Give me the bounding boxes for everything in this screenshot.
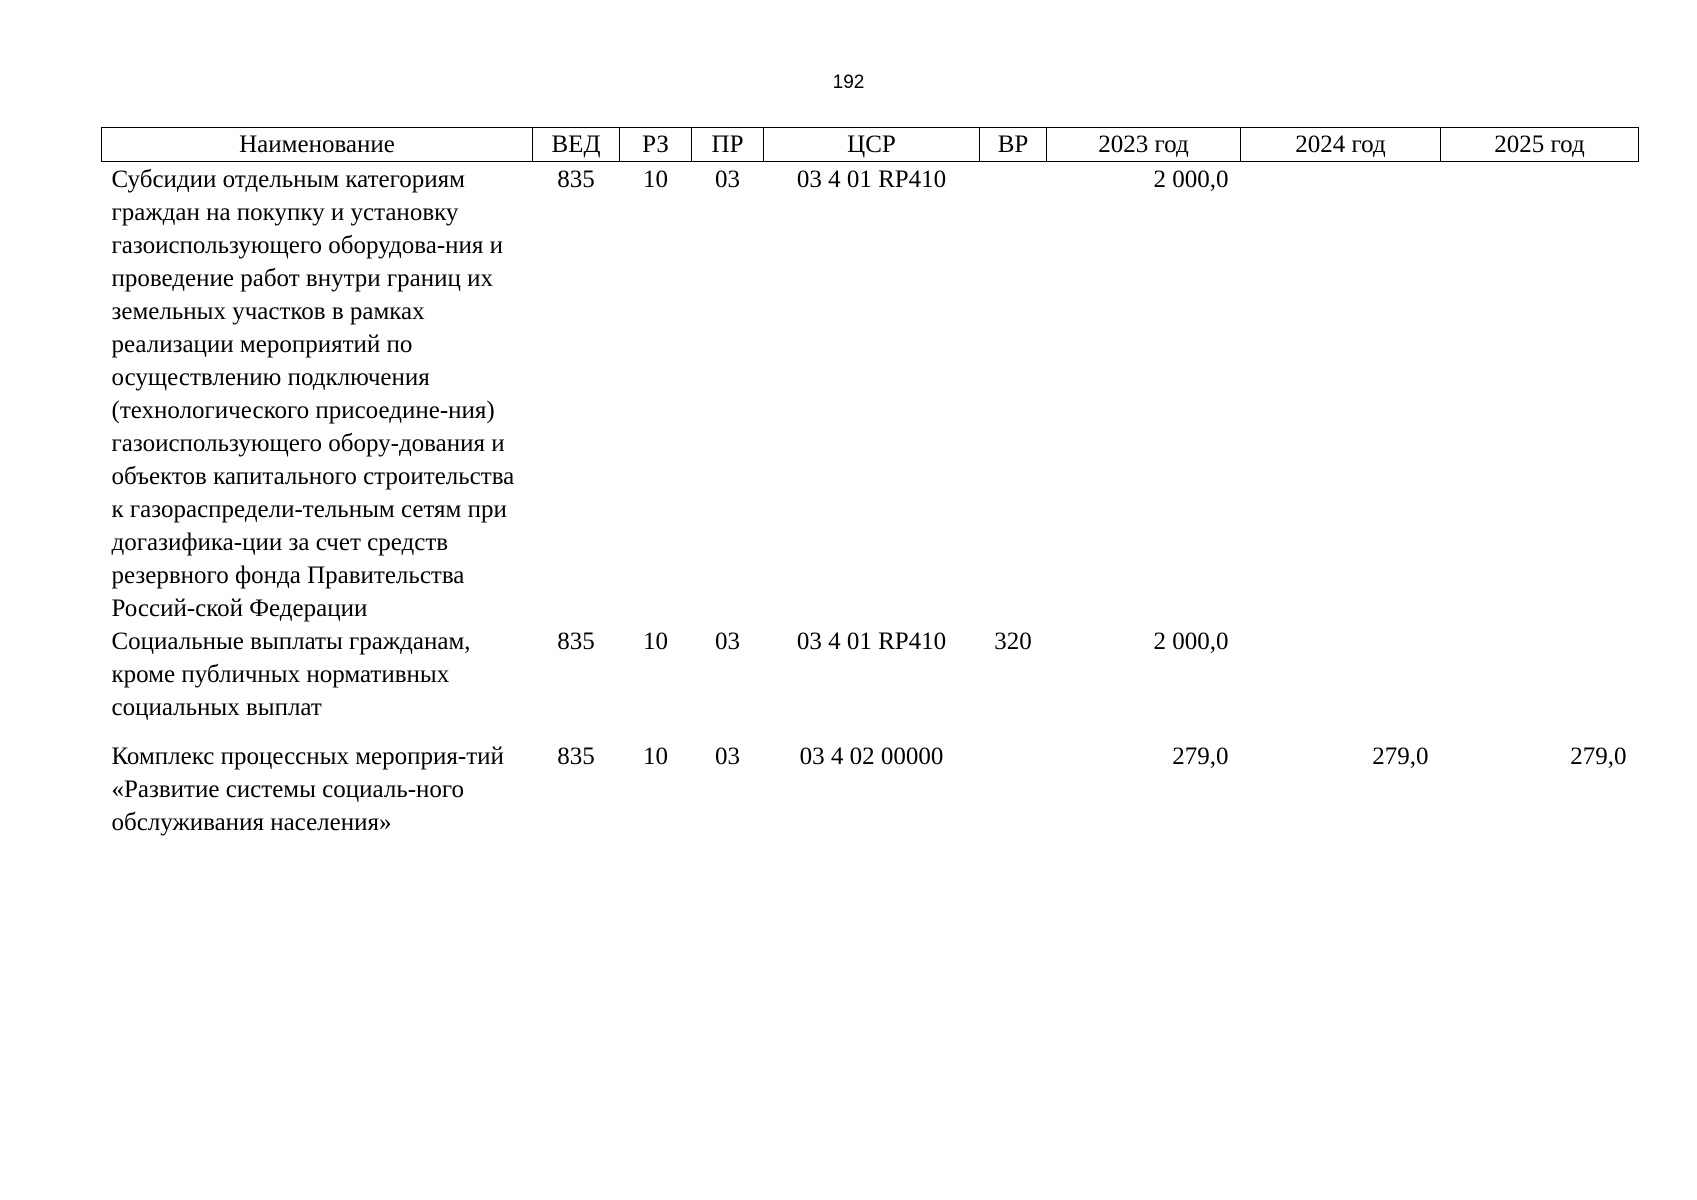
- row-ved: 835: [557, 628, 595, 655]
- row-pr: 03: [715, 628, 740, 655]
- table-row: [102, 162, 1639, 626]
- row-name: Комплекс процессных мероприя-тий «Развитие системы социаль-ного обслуживания населения»: [111, 743, 504, 836]
- row-vr: [980, 740, 1047, 839]
- header-2024: 2024 год: [1241, 128, 1441, 162]
- row-rz: 10: [643, 743, 668, 770]
- row-csr: 03 4 02 00000: [799, 743, 944, 770]
- header-2023: 2023 год: [1047, 128, 1241, 162]
- row-2023: 2 000,0: [1153, 166, 1229, 193]
- row-csr: 03 4 01 RP410: [796, 628, 947, 655]
- row-ved: 835: [557, 743, 595, 770]
- row-2024: 279,0: [1372, 743, 1429, 770]
- header-pr: ПР: [692, 128, 764, 162]
- row-2025: [1441, 162, 1639, 626]
- row-pr: 03: [715, 166, 740, 193]
- header-csr: ЦСР: [764, 128, 980, 162]
- row-2024: [1241, 625, 1441, 740]
- row-vr: 320: [994, 628, 1032, 655]
- header-rz: РЗ: [620, 128, 692, 162]
- row-name: Субсидии отдельным категориям граждан на покупку и установку газоиспользующего оборудова-ния и проведение работ внутри границ их земельных участков в рамках реализации мероприятий по осуществлению подключения (технологического присоедине-ния) газоиспользующего обору-дования и объектов капитального строительства к газораспредели-тельным сетям при догазифика-ции за счет средств резервного фонда Правительства Россий-ской Федерации: [111, 166, 515, 622]
- row-rz: 10: [643, 628, 668, 655]
- page-number: 192: [832, 72, 865, 93]
- row-2025: [1441, 625, 1639, 740]
- table-row: [102, 625, 1639, 740]
- header-2025: 2025 год: [1441, 128, 1639, 162]
- header-name: Наименование: [102, 128, 533, 162]
- header-ved: ВЕД: [533, 128, 620, 162]
- row-2025: 279,0: [1570, 743, 1627, 770]
- header-vr: ВР: [980, 128, 1047, 162]
- row-2024: [1241, 162, 1441, 626]
- row-2023: 2 000,0: [1153, 628, 1229, 655]
- budget-table: [101, 127, 1639, 839]
- table-header-row: [102, 128, 1639, 162]
- table-row: [102, 740, 1639, 839]
- row-ved: 835: [557, 166, 595, 193]
- row-csr: 03 4 01 RP410: [796, 166, 947, 193]
- row-rz: 10: [643, 166, 668, 193]
- row-2023: 279,0: [1172, 743, 1229, 770]
- row-name: Социальные выплаты гражданам, кроме публичных нормативных социальных выплат: [111, 628, 471, 721]
- row-vr: [980, 162, 1047, 626]
- row-pr: 03: [715, 743, 740, 770]
